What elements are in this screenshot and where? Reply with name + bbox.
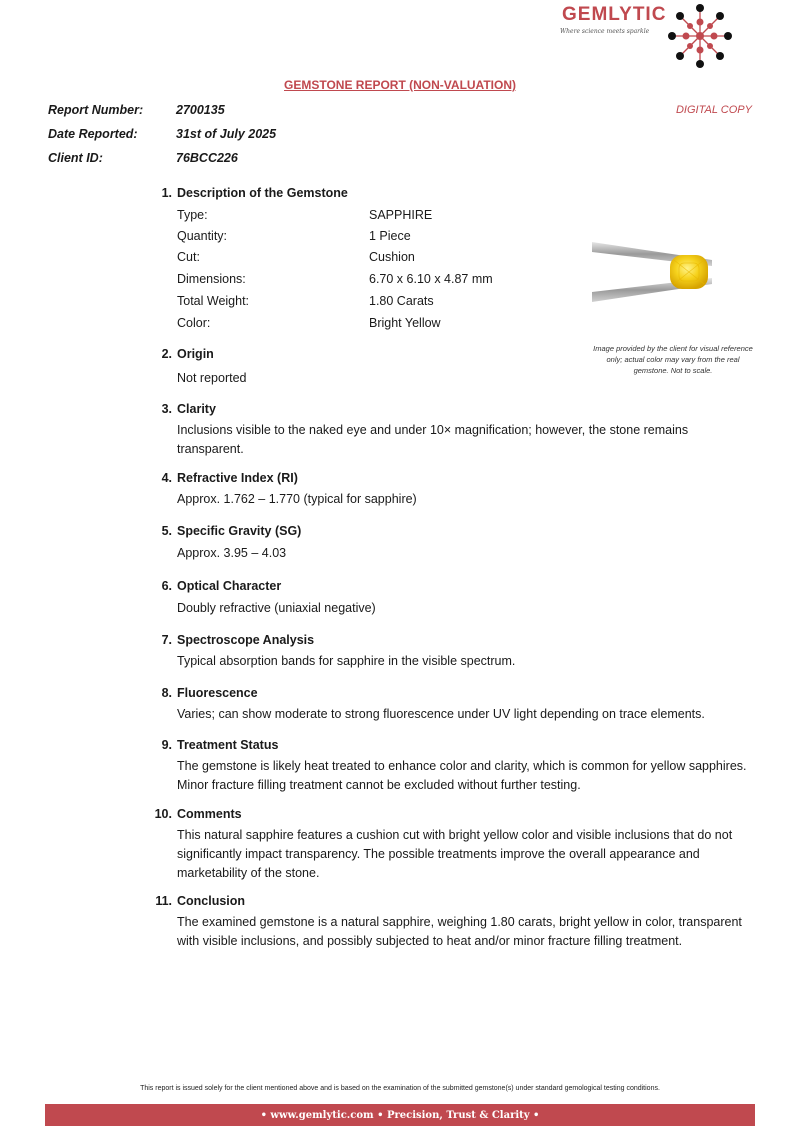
section-number: 4. xyxy=(161,471,172,485)
molecule-logo-icon xyxy=(664,0,736,72)
section-number: 6. xyxy=(161,579,172,593)
client-id-value: 76BCC226 xyxy=(176,151,238,165)
section-number: 3. xyxy=(161,402,172,416)
specific-gravity-body: Approx. 3.95 – 4.03 xyxy=(177,546,287,560)
brand-tagline: Where science meets sparkle xyxy=(560,28,650,35)
brand-logo xyxy=(560,0,800,75)
total-weight-label: Total Weight: xyxy=(177,294,250,308)
total-weight-value: 1.80 Carats xyxy=(369,294,434,308)
report-number-label: Report Number: xyxy=(48,103,144,117)
client-id-label: Client ID: xyxy=(48,151,103,165)
comments-heading: Comments xyxy=(177,807,242,821)
origin-heading: Origin xyxy=(177,347,214,361)
section-number: 5. xyxy=(161,524,172,538)
section-number: 8. xyxy=(161,686,172,700)
fluorescence-body: Varies; can show moderate to strong fluorescence under UV light depending on trace elements. xyxy=(177,707,705,721)
quantity-label: Quantity: xyxy=(177,229,228,243)
gemstone-photo xyxy=(592,236,712,308)
report-title: GEMSTONE REPORT (NON-VALUATION) xyxy=(284,78,516,92)
spectroscope-body: Typical absorption bands for sapphire in the visible spectrum. xyxy=(177,654,516,668)
footer-disclaimer: This report is issued solely for the client mentioned above and is based on the examination of the submitted gemstone(s) under standard gemological testing conditions. xyxy=(140,1085,660,1092)
type-label: Type: xyxy=(177,208,208,222)
refractive-index-body: Approx. 1.762 – 1.770 (typical for sapphire) xyxy=(177,492,417,506)
optical-character-body: Doubly refractive (uniaxial negative) xyxy=(177,601,376,615)
section-1-heading: Description of the Gemstone xyxy=(177,186,348,200)
brand-name: GEMLYTIC xyxy=(562,4,667,25)
section-number: 10. xyxy=(154,807,172,821)
date-reported-label: Date Reported: xyxy=(48,127,138,141)
footer-bar xyxy=(45,1104,755,1126)
fluorescence-heading: Fluorescence xyxy=(177,686,258,700)
section-number: 9. xyxy=(161,738,172,752)
section-number: 7. xyxy=(161,633,172,647)
footer-bar-text: • www.gemlytic.com • Precision, Trust & Clarity • xyxy=(260,1109,540,1121)
conclusion-body: The examined gemstone is a natural sapphire, weighing 1.80 carats, bright yellow in color, transparent with visible inclusions, and possibly subjected to heat and/or minor fracture filling treatment. xyxy=(177,915,742,948)
type-value: SAPPHIRE xyxy=(369,208,433,222)
dimensions-value: 6.70 x 6.10 x 4.87 mm xyxy=(369,272,493,286)
clarity-body: Inclusions visible to the naked eye and under 10× magnification; however, the stone remains transparent. xyxy=(177,423,689,456)
color-label: Color: xyxy=(177,316,211,330)
specific-gravity-heading: Specific Gravity (SG) xyxy=(177,524,302,538)
treatment-status-body: The gemstone is likely heat treated to enhance color and clarity, which is common for yellow sapphires. Minor fracture filling treatment cannot be excluded without further testing. xyxy=(177,759,747,792)
dimensions-label: Dimensions: xyxy=(177,272,246,286)
report-number-value: 2700135 xyxy=(176,103,225,117)
color-value: Bright Yellow xyxy=(369,316,441,330)
comments-body: This natural sapphire features a cushion cut with bright yellow color and visible inclusions that do not significantly impact transparency. The possible treatments improve the overall appearance and marketability of the stone. xyxy=(177,828,733,880)
section-1-number: 1. xyxy=(161,186,172,200)
conclusion-heading: Conclusion xyxy=(177,894,246,908)
quantity-value: 1 Piece xyxy=(369,229,411,243)
treatment-status-heading: Treatment Status xyxy=(177,738,279,752)
image-caption: Image provided by the client for visual reference only; actual color may vary from the real gemstone. Not to scale. xyxy=(593,344,753,375)
section-number: 11. xyxy=(155,894,172,908)
cut-label: Cut: xyxy=(177,250,200,264)
section-number: 2. xyxy=(161,347,172,361)
optical-character-heading: Optical Character xyxy=(177,579,282,593)
digital-copy-label: DIGITAL COPY xyxy=(675,104,752,116)
refractive-index-heading: Refractive Index (RI) xyxy=(177,471,298,485)
origin-body: Not reported xyxy=(177,371,247,385)
date-reported-value: 31st of July 2025 xyxy=(176,127,277,141)
spectroscope-heading: Spectroscope Analysis xyxy=(177,633,315,647)
cut-value: Cushion xyxy=(369,250,415,264)
clarity-heading: Clarity xyxy=(177,402,216,416)
